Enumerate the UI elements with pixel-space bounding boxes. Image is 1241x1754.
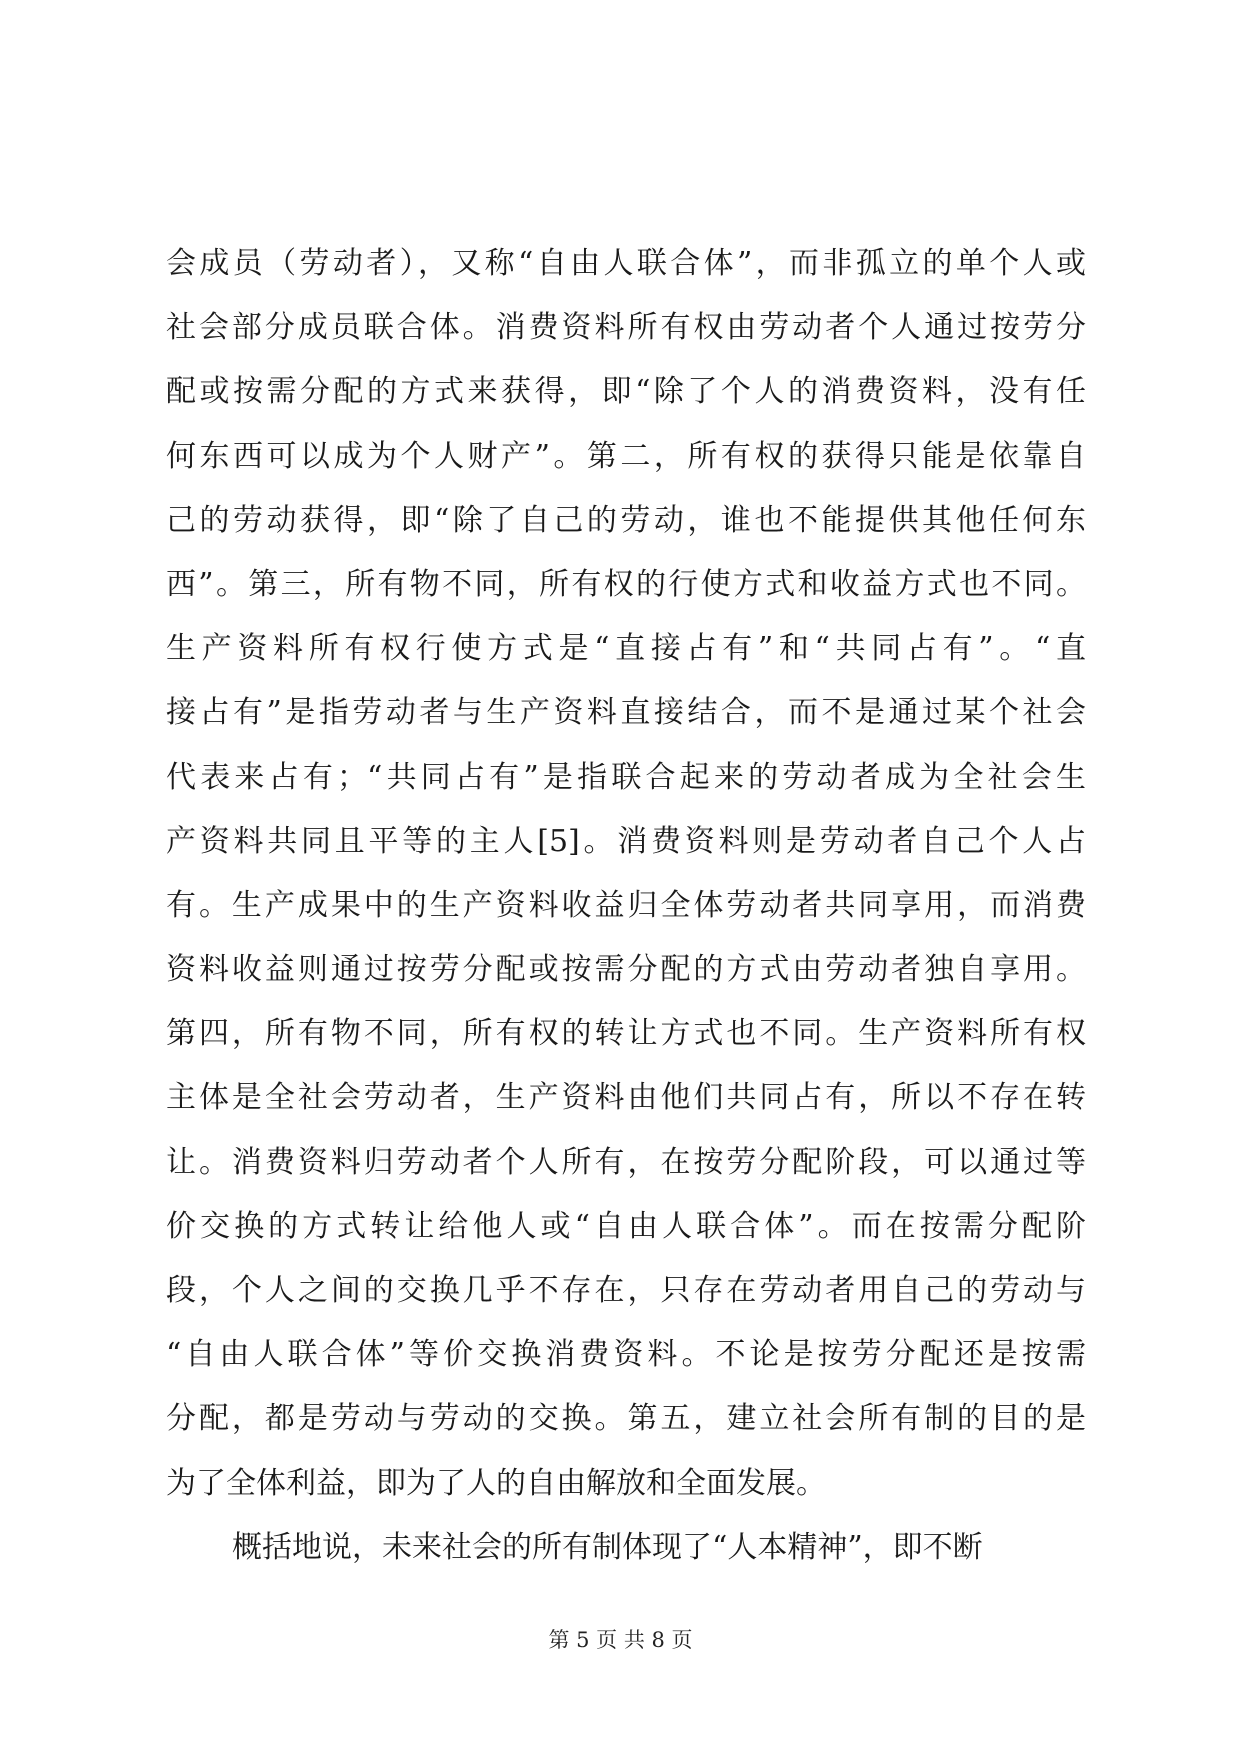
paragraph-first-line: 概括地说，未来社会的所有制体现了“人本精神”，即不断 xyxy=(232,1529,983,1565)
text-line: 有。生产成果中的生产资料收益归全体劳动者共同享用，而消费 xyxy=(166,887,1086,923)
text-line: 代表来占有；“共同占有”是指联合起来的劳动者成为全社会生 xyxy=(166,759,1086,795)
text-line: “自由人联合体”等价交换消费资料。不论是按劳分配还是按需 xyxy=(166,1337,1086,1373)
text-line: 产资料共同且平等的主人[5]。消费资料则是劳动者自己个人占 xyxy=(166,823,1086,859)
text-line: 社会部分成员联合体。消费资料所有权由劳动者个人通过按劳分 xyxy=(166,310,1086,346)
text-line: 配或按需分配的方式来获得，即“除了个人的消费资料，没有任 xyxy=(166,374,1086,410)
page-number-footer: 第 5 页 共 8 页 xyxy=(548,1628,693,1652)
text-line: 为了全体利益，即为了人的自由解放和全面发展。 xyxy=(166,1465,826,1501)
text-line: 第四，所有物不同，所有权的转让方式也不同。生产资料所有权 xyxy=(166,1016,1086,1052)
text-line: 段，个人之间的交换几乎不存在，只存在劳动者用自己的劳动与 xyxy=(166,1273,1086,1308)
text-line: 何东西可以成为个人财产”。第二，所有权的获得只能是依靠自 xyxy=(166,438,1086,474)
text-line: 会成员（劳动者），又称“自由人联合体”，而非孤立的单个人或 xyxy=(166,246,1086,281)
text-line: 西”。第三，所有物不同，所有权的行使方式和收益方式也不同。 xyxy=(166,566,1086,602)
text-line: 让。消费资料归劳动者个人所有，在按劳分配阶段，可以通过等 xyxy=(166,1144,1086,1180)
text-line: 己的劳动获得，即“除了自己的劳动，谁也不能提供其他任何东 xyxy=(166,502,1086,538)
text-line: 生产资料所有权行使方式是“直接占有”和“共同占有”。“直 xyxy=(166,631,1086,667)
text-line: 分配，都是劳动与劳动的交换。第五，建立社会所有制的目的是 xyxy=(166,1401,1086,1437)
text-line: 接占有”是指劳动者与生产资料直接结合，而不是通过某个社会 xyxy=(166,695,1086,731)
text-line: 价交换的方式转让给他人或“自由人联合体”。而在按需分配阶 xyxy=(166,1208,1086,1244)
text-line: 主体是全社会劳动者，生产资料由他们共同占有，所以不存在转 xyxy=(166,1080,1086,1116)
text-line: 资料收益则通过按劳分配或按需分配的方式由劳动者独自享用。 xyxy=(166,952,1086,988)
body-text xyxy=(166,232,1086,1580)
